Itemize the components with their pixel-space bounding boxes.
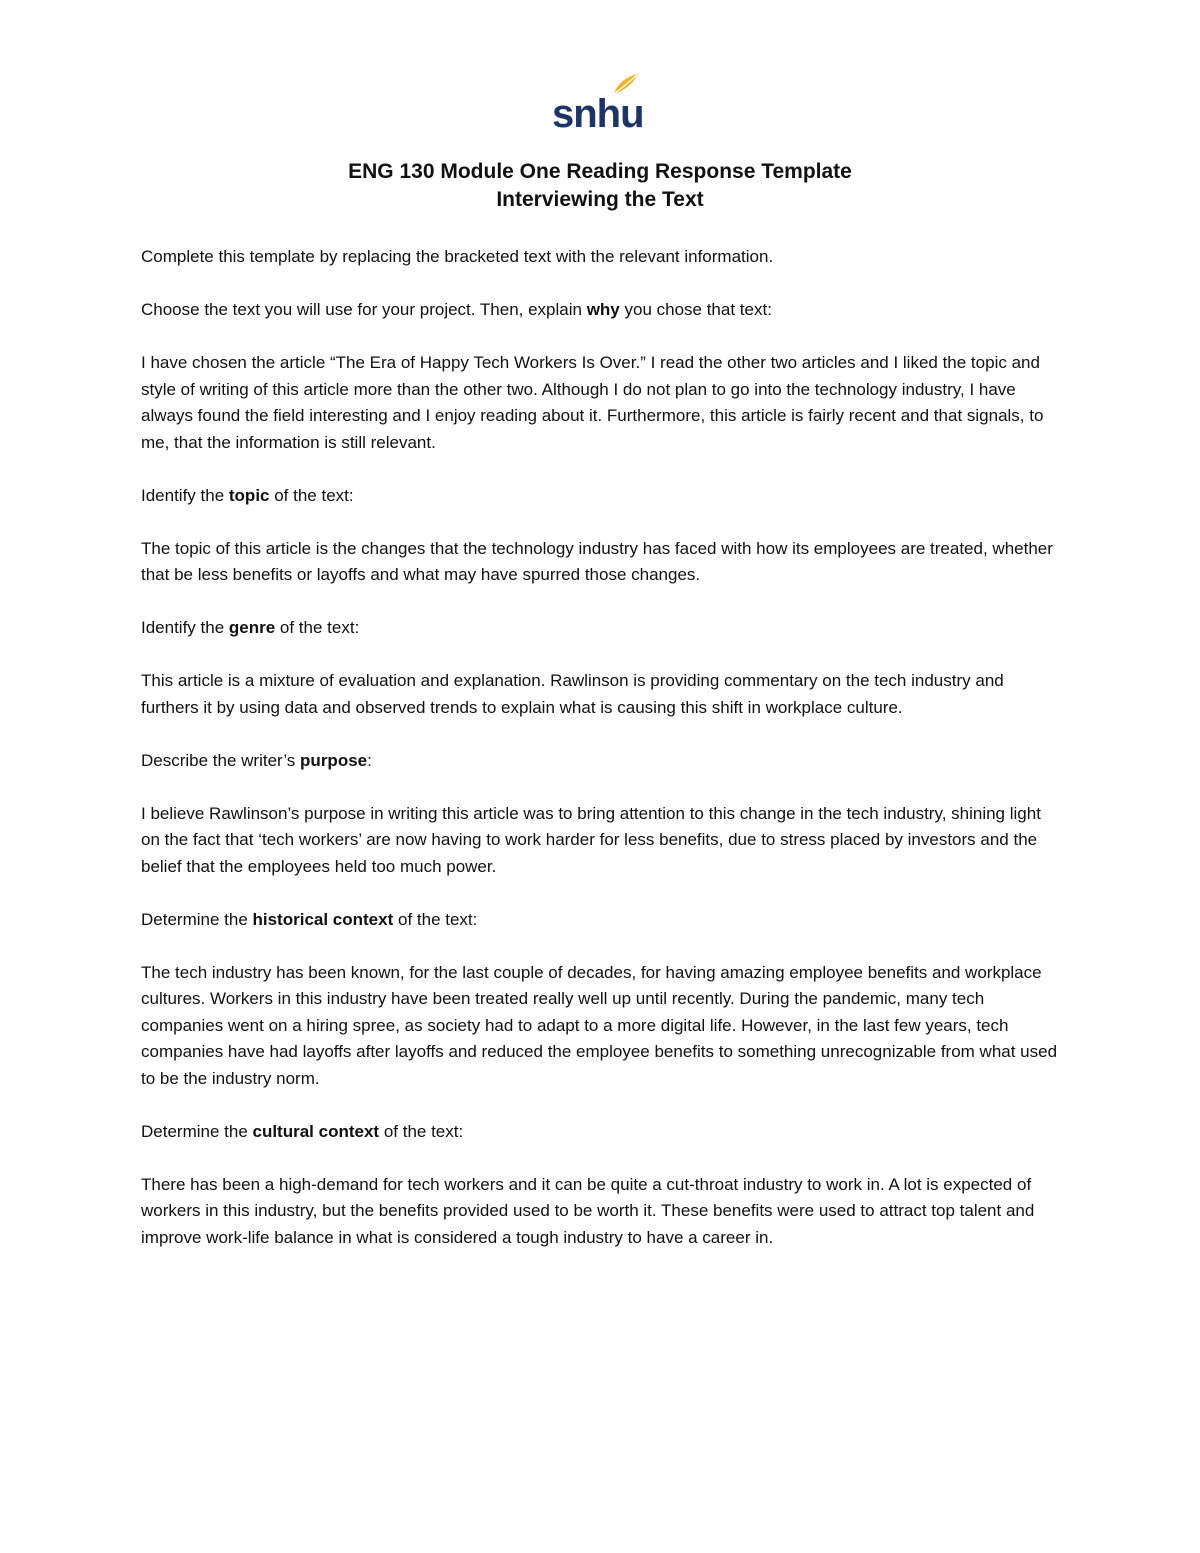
answer-historical-context: The tech industry has been known, for the last couple of decades, for having amazing employee benefits and workplace cultures. Workers in this industry have been treated really well up until recently. During the pandemic, many tech companies went on a hiring spree, as society had to adapt to a more digital life. However, in the last few years, tech companies have had layoffs after layoffs and reduced the employee benefits to something unrecognizable from what used to be the industry norm. [141,962,1058,1088]
answer-purpose: I believe Rawlinson’s purpose in writing this article was to bring attention to this change in the tech industry, shining light on the fact that ‘tech workers’ are now having to work harder for less benefits, due to stress placed by investors and the belief that the employees held too much power. [141,803,1041,876]
snhu-logo [552,72,642,134]
logo-wordmark: snhu [552,92,644,136]
title-line-2: Interviewing the Text [496,188,704,211]
document-body [141,244,1061,1278]
instructions: Complete this template by replacing the bracketed text with the relevant information. [141,247,774,266]
document-title [0,158,1200,214]
answer-topic: The topic of this article is the changes that the technology industry has faced with how its employees are treated, whether that be less benefits or layoffs and what may have spurred those changes. [141,538,1053,584]
answer-why: I have chosen the article “The Era of Happy Tech Workers Is Over.” I read the other two articles and I liked the topic and style of writing of this article more than the other two. Although I do not plan to go into the technology industry, I have always found the field interesting and I enjoy reading about it. Furthermore, this article is fairly recent and that signals, to me, that the information is still relevant. [141,353,1044,452]
title-line-1: ENG 130 Module One Reading Response Template [348,160,852,183]
prompt-why: Choose the text you will use for your project. Then, explain why you chose that text: [141,300,772,319]
prompt-topic: Identify the topic of the text: [141,485,354,505]
answer-genre: This article is a mixture of evaluation and explanation. Rawlinson is providing commentary on the tech industry and furthers it by using data and observed trends to explain what is causing this shift in workplace culture. [141,671,1004,717]
answer-cultural-context: There has been a high-demand for tech workers and it can be quite a cut-throat industry to work in. A lot is expected of workers in this industry, but the benefits provided used to be worth it. These benefits were used to attract top talent and improve work-life balance in what is considered a tough industry to have a career in. [141,1174,1035,1247]
prompt-cultural-context: Determine the cultural context of the text: [141,1121,464,1141]
prompt-purpose: Describe the writer’s purpose: [141,750,372,770]
prompt-genre: Identify the genre of the text: [141,618,360,637]
prompt-historical-context: Determine the historical context of the text: [141,909,478,929]
